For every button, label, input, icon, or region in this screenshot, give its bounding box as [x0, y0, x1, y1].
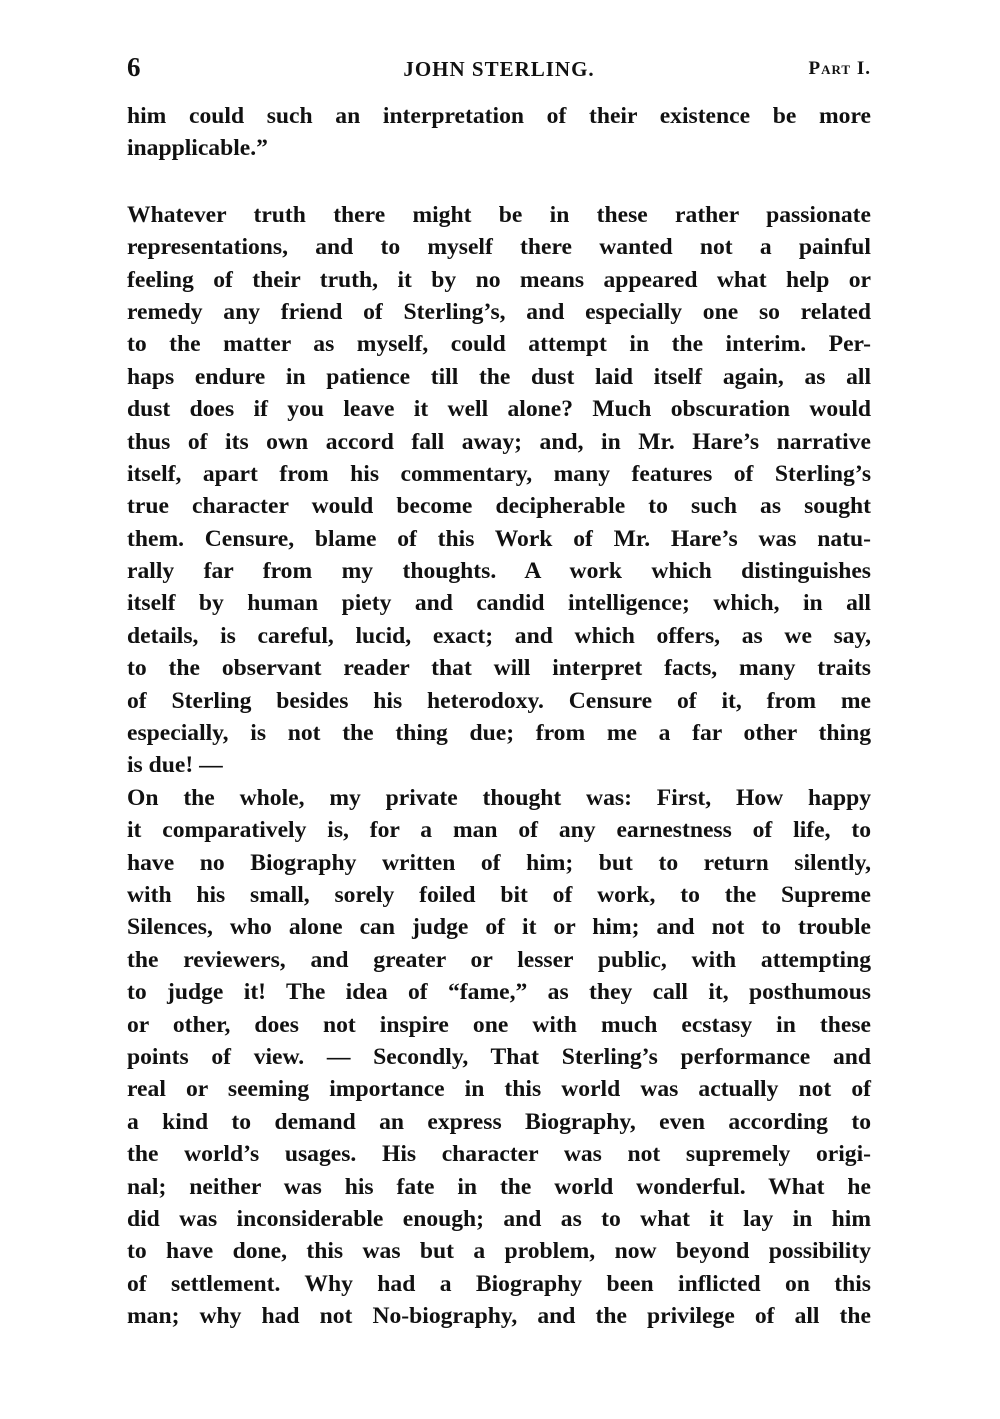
- text-line: with his small, sorely foiled bit of work, to the Supreme: [127, 881, 871, 908]
- text-line: him could such an interpretation of their existence be more: [127, 103, 871, 129]
- text-line: a kind to demand an express Biography, even according to: [127, 1108, 871, 1135]
- text-line: rally far from my thoughts. A work which distinguishes: [127, 558, 871, 585]
- text-line: the reviewers, and greater or lesser public, with attempting: [127, 946, 871, 973]
- running-title: JOHN STERLING.: [403, 57, 595, 81]
- text-line: inapplicable.”: [127, 135, 268, 162]
- text-line: is due! —: [127, 752, 223, 779]
- text-line: it comparatively is, for a man of any earnestness of life, to: [127, 817, 871, 844]
- text-line: especially, is not the thing due; from me a far other thing: [127, 720, 871, 747]
- page-number: 6: [127, 52, 141, 82]
- text-line: the world’s usages. His character was not supremely origi-: [127, 1141, 871, 1168]
- text-line: On the whole, my private thought was: First, How happy: [127, 784, 871, 811]
- text-line: thus of its own accord fall away; and, in Mr. Hare’s narrative: [127, 428, 871, 455]
- text-line: feeling of their truth, it by no means appeared what help or: [127, 266, 871, 293]
- text-line: man; why had not No-biography, and the privilege of all the: [127, 1303, 871, 1330]
- text-line: to judge it! The idea of “fame,” as they call it, posthumous: [127, 979, 871, 1006]
- text-line: of settlement. Why had a Biography been inflicted on this: [127, 1270, 871, 1297]
- text-line: to the observant reader that will interpret facts, many traits: [127, 655, 871, 682]
- text-line: itself by human piety and candid intelligence; which, in all: [127, 590, 871, 617]
- text-line: details, is careful, lucid, exact; and which offers, as we say,: [127, 622, 871, 649]
- part-label: Part I.: [808, 58, 871, 79]
- text-line: of Sterling besides his heterodoxy. Censure of it, from me: [127, 687, 871, 714]
- text-line: itself, apart from his commentary, many features of Sterling’s: [127, 460, 871, 487]
- paragraph-gap: [127, 165, 871, 199]
- text-line: true character would become decipherable to such as sought: [127, 493, 871, 520]
- text-line: to have done, this was but a problem, now beyond possibility: [127, 1238, 871, 1265]
- text-line: representations, and to myself there wanted not a painful: [127, 234, 871, 261]
- text-line: points of view. — Secondly, That Sterling’s performance and: [127, 1043, 871, 1070]
- running-head: [127, 52, 871, 86]
- text-line: them. Censure, blame of this Work of Mr. Hare’s was natu-: [127, 525, 871, 552]
- text-line: nal; neither was his fate in the world wonderful. What he: [127, 1173, 871, 1200]
- text-line: did was inconsiderable enough; and as to what it lay in him: [127, 1205, 871, 1232]
- paragraph: [127, 782, 871, 1333]
- text-line: to the matter as myself, could attempt in the interim. Per-: [127, 331, 871, 358]
- text-line: Silences, who alone can judge of it or him; and not to trouble: [127, 914, 871, 941]
- text-line: remedy any friend of Sterling’s, and especially one so related: [127, 298, 871, 325]
- text-line: or other, does not inspire one with much ecstasy in these: [127, 1011, 871, 1038]
- text-line: have no Biography written of him; but to return silently,: [127, 849, 871, 876]
- paragraph: [127, 199, 871, 782]
- text-line: dust does if you leave it well alone? Much obscuration would: [127, 396, 871, 423]
- text-line: Whatever truth there might be in these rather passionate: [127, 201, 871, 228]
- text-line: haps endure in patience till the dust laid itself again, as all: [127, 363, 871, 390]
- text-line: real or seeming importance in this world was actually not of: [127, 1076, 871, 1103]
- paragraph-continuation: [127, 100, 871, 165]
- body-text: [127, 100, 871, 1332]
